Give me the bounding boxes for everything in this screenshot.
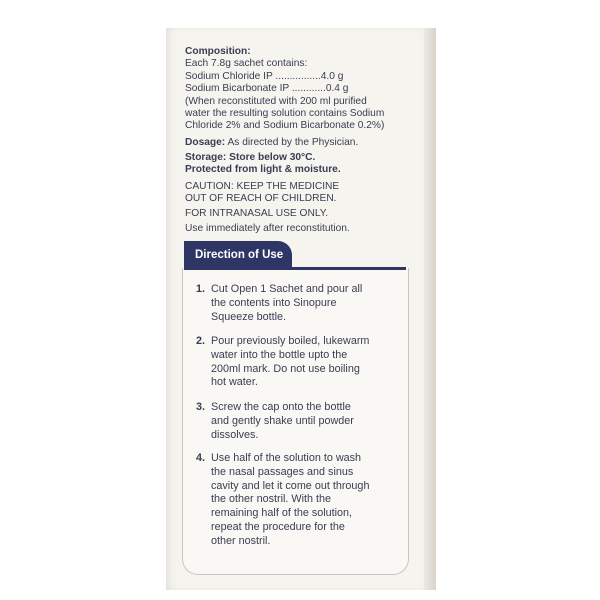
step-line: and gently shake until powder [211,414,354,427]
step-number: 2. [196,335,206,347]
step-line: the contents into Sinopure [211,296,337,309]
step-line: the nasal passages and sinus [211,465,354,478]
step-line: Screw the cap onto the bottle [211,401,351,413]
storage-label: Storage: [185,152,227,163]
step-line: cavity and let it come out through [211,479,370,492]
step-line: 200ml mark. Do not use boiling [211,362,360,375]
step-number: 1. [196,283,206,295]
dosage-label: Dosage: [185,137,226,148]
ingredient-label: Sodium Bicarbonate IP ............ [185,83,326,95]
step-line: dissolves. [211,428,259,441]
caution-text: KEEP THE MEDICINE [233,181,340,192]
step-line: Cut Open 1 Sachet and pour all [211,283,363,295]
ingredient-value: 0.4 g [325,83,349,95]
caution-section [185,181,425,206]
step-line: hot water. [211,376,258,389]
composition-note-line: (When reconstituted with 200 ml purified [185,95,367,107]
step-number: 4. [196,452,206,464]
step-line: Use half of the solution to wash [211,452,362,464]
storage-line2: Protected from light & moisture. [185,164,341,176]
step-line: other nostril. [211,534,271,547]
ingredient-row [185,83,425,95]
box-side-edge [424,28,436,590]
step-line: Pour previously boiled, lukewarm [211,335,370,347]
dosage-line [185,137,425,149]
ingredient-label: Sodium Chloride IP ................ [185,70,321,82]
composition-line: Each 7.8g sachet contains: [185,58,308,70]
step-number: 3. [196,401,206,413]
storage-text: Store below 30°C. [226,152,316,163]
composition-note-line: Chloride 2% and Sodium Bicarbonate 0.2%) [185,120,385,132]
step-line: water into the bottle upto the [211,348,348,361]
caution-line2: OUT OF REACH OF CHILDREN. [185,193,337,205]
composition-heading: Composition: [185,46,251,57]
ingredient-value: 4.0 g [320,70,344,82]
composition-note-line: water the resulting solution contains Sodium [185,108,385,120]
step-4 [196,452,396,549]
step-3 [196,401,396,442]
step-line: remaining half of the solution, [211,507,353,520]
step-line: repeat the procedure for the [211,520,345,533]
intranasal-line: FOR INTRANASAL USE ONLY. [185,208,329,219]
use-immediately-line: Use immediately after reconstitution. [185,223,350,234]
step-1 [196,283,396,324]
direction-title: Direction of Use [184,241,292,268]
composition-section [185,46,425,133]
step-line: the other nostril. With the [211,493,332,506]
step-line: Squeeze bottle. [211,310,287,323]
dosage-text: As directed by the Physician. [225,137,359,148]
ingredient-row [185,71,425,83]
caution-label: CAUTION: [185,181,234,192]
step-2 [196,335,396,390]
storage-section [185,152,425,177]
